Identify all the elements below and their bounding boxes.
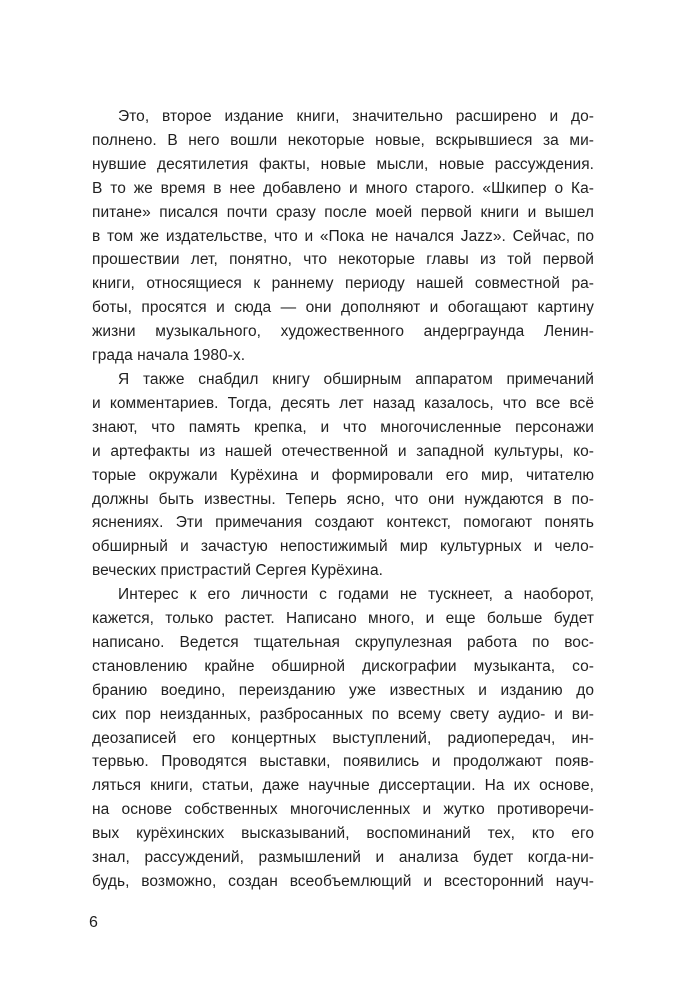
text-line: деозаписей его концертных выступлений, радиопередач, ин- xyxy=(92,729,594,747)
text-line: жизни музыкального, художественного андерграунда Ленин- xyxy=(92,323,594,341)
text-line: тервью. Проводятся выставки, появились и продолжают появ- xyxy=(92,753,594,771)
text-line: книги, относящиеся к раннему периоду нашей совместной ра- xyxy=(92,275,594,293)
text-line: будь, возможно, создан всеобъемлющий и всесторонний науч- xyxy=(92,873,594,890)
text-line: знают, что память крепка, и что многочисленные персонажи xyxy=(92,418,594,436)
text-line: Я также снабдил книгу обширным аппаратом примечаний xyxy=(118,370,594,388)
text-line: бранию воедино, переизданию уже известных и изданию до xyxy=(92,681,594,699)
text-line: ляться книги, статьи, даже научные диссертации. На их основе, xyxy=(92,777,594,795)
text-line: нувшие десятилетия факты, новые мысли, новые рассуждения. xyxy=(92,155,594,173)
text-line: и комментариев. Тогда, десять лет назад казалось, что все всё xyxy=(92,394,594,412)
page-number: 6 xyxy=(89,914,98,931)
text-line: обширный и зачастую непостижимый мир культурных и чело- xyxy=(92,538,594,556)
text-line: кажется, только растет. Написано много, и еще больше будет xyxy=(92,610,594,628)
text-block xyxy=(92,105,594,894)
paragraph xyxy=(92,368,594,583)
text-line: становлению крайне обширной дискографии музыканта, со- xyxy=(92,657,594,675)
text-line: в том же издательстве, что и «Пока не начался Jazz». Сейчас, по xyxy=(92,227,594,245)
text-line: знал, рассуждений, размышлений и анализа будет когда-ни- xyxy=(92,849,594,867)
text-line: В то же время в нее добавлено и много старого. «Шкипер о Ка- xyxy=(92,179,594,197)
text-line: и артефакты из нашей отечественной и западной культуры, ко- xyxy=(92,442,594,460)
text-line: сих пор неизданных, разбросанных по всему свету аудио- и ви- xyxy=(92,705,594,723)
text-line: написано. Ведется тщательная скрупулезная работа по вос- xyxy=(92,633,594,651)
paragraph xyxy=(92,583,594,894)
text-line: боты, просятся и сюда — они дополняют и обогащают картину xyxy=(92,299,594,317)
text-line: торые окружали Курёхина и формировали его мир, читателю xyxy=(92,466,594,484)
text-line: питане» писался почти сразу после моей первой книги и вышел xyxy=(92,203,594,221)
text-line: града начала 1980-х. xyxy=(92,347,246,365)
text-line: Интерес к его личности с годами не тускнеет, а наоборот, xyxy=(118,586,594,604)
text-line: полнено. В него вошли некоторые новые, вскрывшиеся за ми- xyxy=(92,131,594,149)
text-line: Это, второе издание книги, значительно расширено и до- xyxy=(118,108,594,125)
paragraph xyxy=(92,105,594,368)
text-line: веческих пристрастий Сергея Курёхина. xyxy=(92,562,383,580)
text-line: должны быть известны. Теперь ясно, что они нуждаются в по- xyxy=(92,490,594,508)
text-line: прошествии лет, понятно, что некоторые главы из той первой xyxy=(92,251,594,269)
text-line: яснениях. Эти примечания создают контекст, помогают понять xyxy=(92,514,594,532)
text-line: вых курёхинских высказываний, воспоминаний тех, кто его xyxy=(92,825,594,843)
text-line: на основе собственных многочисленных и жутко противоречи- xyxy=(92,801,594,819)
